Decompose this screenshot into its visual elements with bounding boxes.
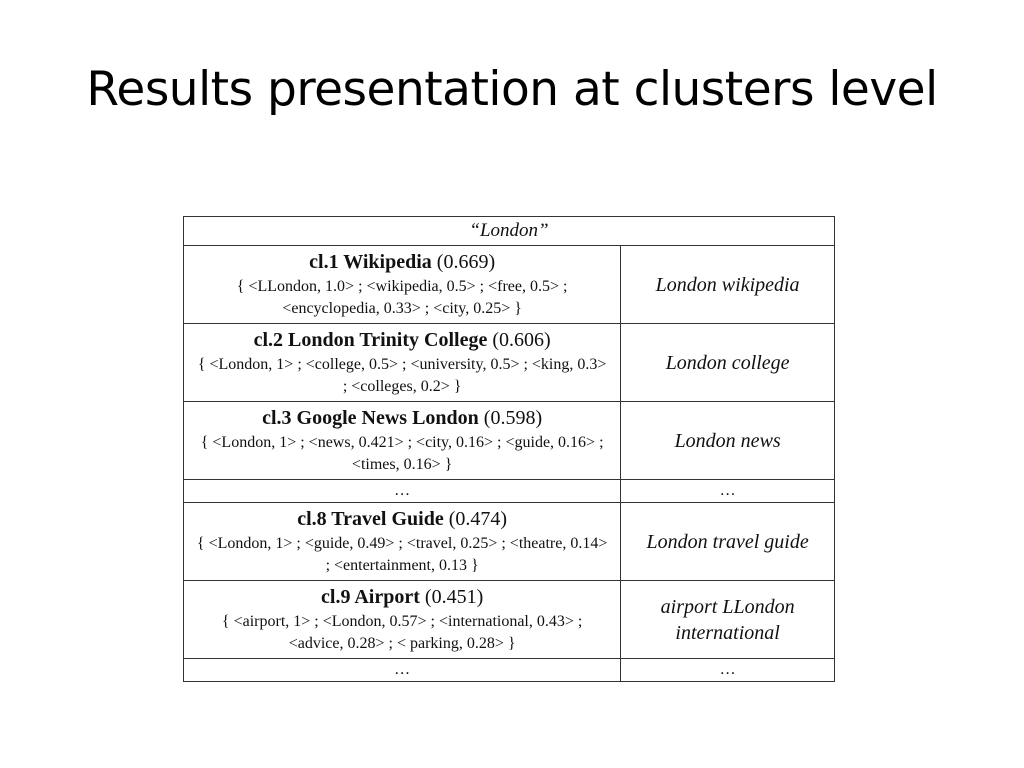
ellipsis-right: … bbox=[621, 480, 835, 503]
cluster-terms: { <LLondon, 1.0> ; <wikipedia, 0.5> ; <free, 0.5> ; <encyclopedia, 0.33> ; <city, 0.25> } bbox=[236, 277, 568, 317]
cluster-name bbox=[297, 508, 443, 530]
cluster-row bbox=[184, 503, 835, 581]
cluster-description-cell bbox=[184, 581, 621, 659]
cluster-name bbox=[321, 586, 420, 608]
slide-title: Results presentation at clusters level bbox=[86, 62, 938, 117]
clusters-table bbox=[183, 216, 835, 682]
ellipsis-right: … bbox=[621, 659, 835, 682]
cluster-title: Google News London bbox=[296, 406, 479, 429]
cluster-heading bbox=[184, 328, 620, 352]
cluster-description-cell bbox=[184, 503, 621, 581]
cluster-terms: { <airport, 1> ; <London, 0.57> ; <international, 0.43> ; <advice, 0.28> ; < parking, 0.28> } bbox=[221, 612, 583, 652]
cluster-label: London college bbox=[621, 324, 835, 402]
cluster-name bbox=[254, 329, 488, 351]
clusters-table-body bbox=[184, 246, 835, 682]
cluster-row bbox=[184, 581, 835, 659]
cluster-label: London travel guide bbox=[621, 503, 835, 581]
ellipsis-row bbox=[184, 659, 835, 682]
query-header: “London” bbox=[184, 217, 835, 246]
cluster-terms: { <London, 1> ; <college, 0.5> ; <university, 0.5> ; <king, 0.3> ; <colleges, 0.2> } bbox=[197, 355, 607, 395]
cluster-label: London news bbox=[621, 402, 835, 480]
cluster-row bbox=[184, 402, 835, 480]
cluster-title: Travel Guide bbox=[331, 507, 444, 530]
cluster-label: airport LLondon international bbox=[621, 581, 835, 659]
cluster-id: cl.8 bbox=[297, 507, 327, 530]
cluster-row bbox=[184, 246, 835, 324]
cluster-name bbox=[262, 407, 479, 429]
cluster-score: (0.474) bbox=[448, 507, 508, 530]
cluster-id: cl.9 bbox=[321, 585, 351, 608]
cluster-heading bbox=[184, 507, 620, 531]
cluster-description-cell bbox=[184, 402, 621, 480]
cluster-score: (0.451) bbox=[424, 585, 484, 608]
cluster-terms: { <London, 1> ; <guide, 0.49> ; <travel, 0.25> ; <theatre, 0.14> ; <entertainment, 0.13 } bbox=[196, 534, 608, 574]
cluster-score: (0.606) bbox=[492, 328, 551, 351]
ellipsis-left: … bbox=[184, 659, 621, 682]
cluster-label: London wikipedia bbox=[621, 246, 835, 324]
cluster-heading bbox=[184, 585, 620, 609]
ellipsis-row bbox=[184, 480, 835, 503]
cluster-name bbox=[309, 251, 432, 273]
cluster-title: London Trinity College bbox=[288, 328, 488, 351]
cluster-id: cl.3 bbox=[262, 406, 292, 429]
cluster-heading bbox=[184, 406, 620, 430]
query-row bbox=[184, 217, 835, 246]
ellipsis-left: … bbox=[184, 480, 621, 503]
cluster-score: (0.598) bbox=[483, 406, 543, 429]
cluster-heading bbox=[184, 250, 620, 274]
cluster-id: cl.2 bbox=[253, 328, 284, 351]
cluster-row bbox=[184, 324, 835, 402]
cluster-terms: { <London, 1> ; <news, 0.421> ; <city, 0.16> ; <guide, 0.16> ; <times, 0.16> } bbox=[200, 433, 604, 473]
cluster-title: Airport bbox=[354, 585, 420, 608]
cluster-title: Wikipedia bbox=[343, 250, 432, 273]
cluster-description-cell bbox=[184, 324, 621, 402]
cluster-id: cl.1 bbox=[309, 250, 339, 273]
cluster-description-cell bbox=[184, 246, 621, 324]
cluster-score: (0.669) bbox=[436, 250, 496, 273]
